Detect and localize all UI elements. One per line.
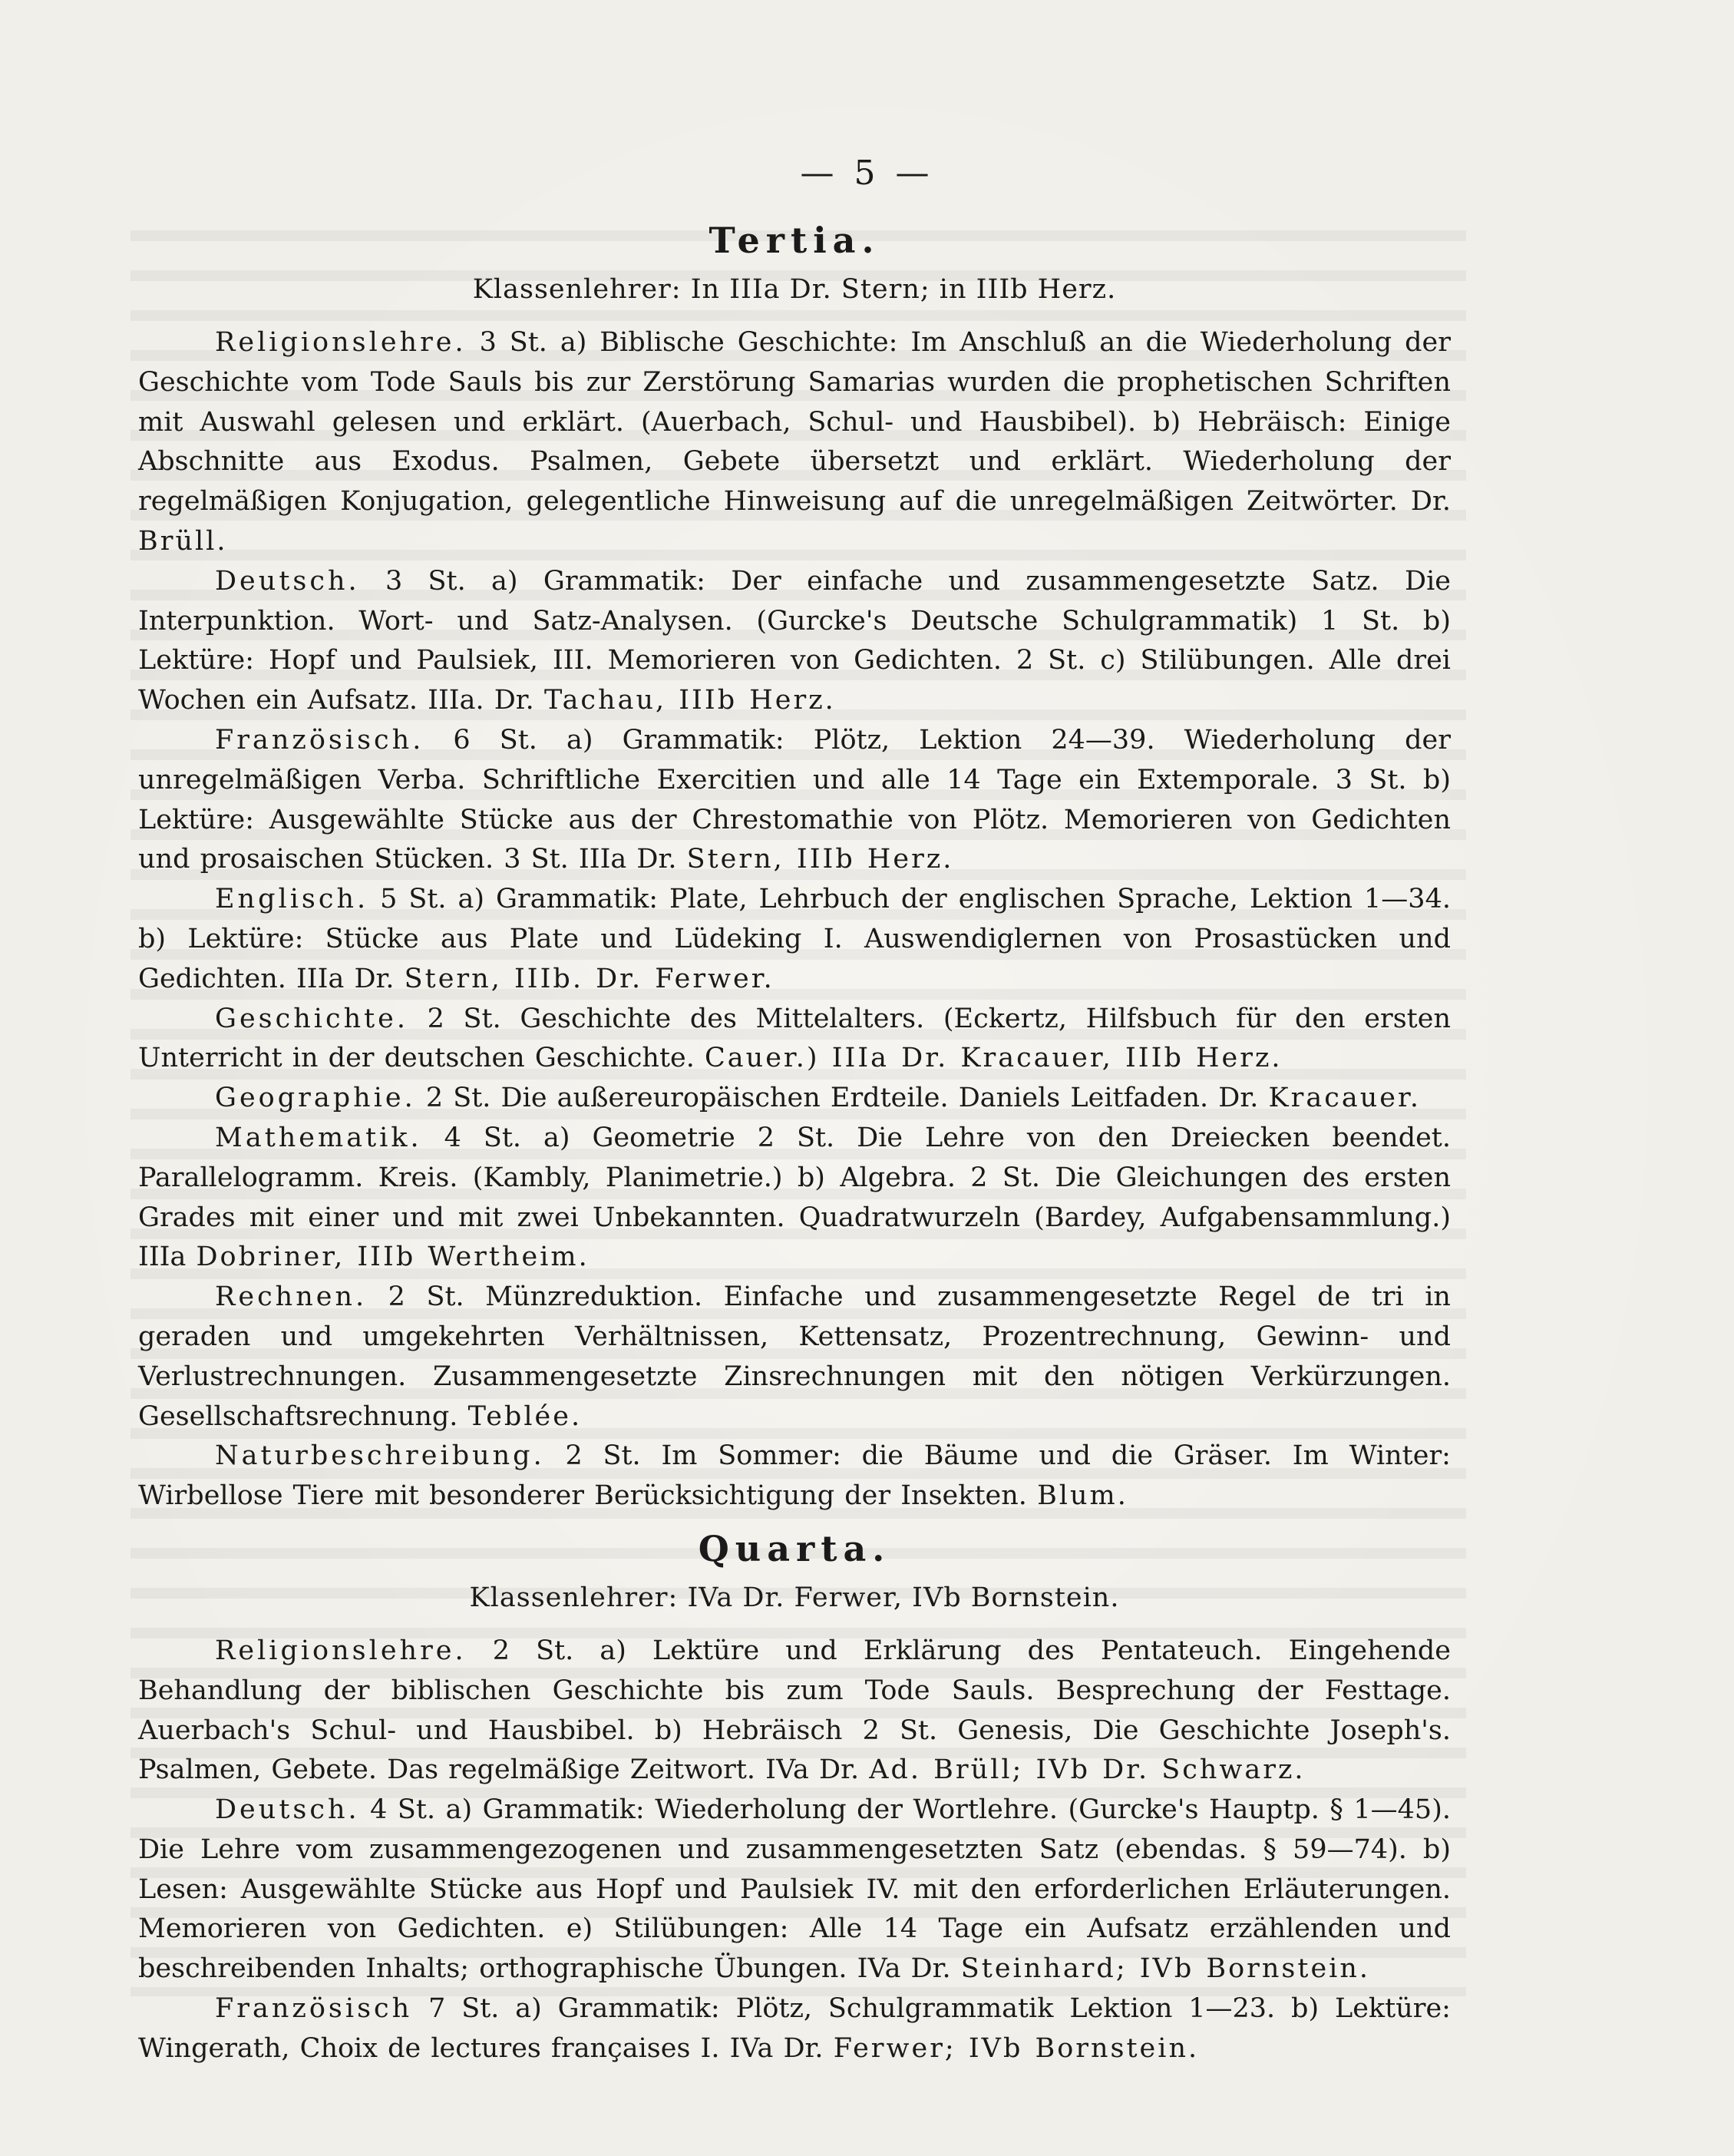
subject-teacher: Teblée. bbox=[467, 1400, 583, 1432]
section-title-quarta: Quarta. bbox=[698, 1527, 891, 1569]
subject-name: Deutsch. bbox=[215, 1794, 360, 1826]
subject-teacher: Stern, IIIb. Dr. Ferwer. bbox=[404, 963, 775, 994]
class-teachers-tertia: Klassenlehrer: In IIIa Dr. Stern; in IIIb Herz. bbox=[472, 274, 1117, 305]
subject-name: Geschichte. bbox=[215, 1003, 409, 1034]
subject-teacher: Cauer.) IIIa Dr. Kracauer, IIIb Herz. bbox=[705, 1043, 1283, 1074]
subject-name: Rechnen. bbox=[215, 1281, 368, 1313]
page-content bbox=[138, 219, 1451, 2069]
subject-text: 7 St. a) Grammatik: Plötz, Schulgrammatik Lektion 1—23. b) Lektüre: Wingerath, Choix de lectures françaises I. IVa Dr. bbox=[138, 1993, 1451, 2064]
subject-teacher: Steinhard; IVb Bornstein. bbox=[960, 1953, 1371, 1985]
subject-text: 3 St. a) Grammatik: Der einfache und zusammengesetzte Satz. Die Interpunktion. Wort- und Satz-Analysen. (Gurcke's Deutsche Schulgrammatik) 1 St. b) Lektüre: Hopf und Paulsiek, III. Memorieren von Gedichten. 2 St. c) Stilübungen. Alle drei Wochen ein Aufsatz. IIIa. Dr. bbox=[138, 565, 1451, 716]
subject-name: Französisch bbox=[215, 1993, 413, 2025]
subject-teacher: Ferwer; IVb Bornstein. bbox=[833, 2032, 1200, 2064]
subject-name: Geographie. bbox=[215, 1083, 416, 1114]
subject-text: 5 St. a) Grammatik: Plate, Lehrbuch der englischen Sprache, Lektion 1—34. b) Lektüre: Stücke aus Plate und Lüdeking I. Auswendiglernen von Prosastücken und Gedichten. IIIa Dr. bbox=[138, 884, 1451, 994]
subject-text: 2 St. a) Lektüre und Erklärung des Pentateuch. Eingehende Behandlung der biblischen Geschichte bis zum Tode Sauls. Besprechung der Festtage. Auerbach's Schul- und Hausbibel. b) Hebräisch 2 St. Genesis, Die Geschichte Joseph's. Psalmen, Gebete. Das regelmäßige Zeitwort. IVa Dr. bbox=[138, 1635, 1451, 1786]
subject-tertia-geographie bbox=[138, 1079, 1451, 1119]
subject-quarta-deutsch bbox=[138, 1791, 1451, 1989]
subject-teacher: Brüll. bbox=[138, 525, 228, 557]
subject-teacher: Ad. Brüll; IVb Dr. Schwarz. bbox=[869, 1754, 1306, 1786]
subject-name: Deutsch. bbox=[215, 565, 360, 597]
subject-text: 3 St. a) Biblische Geschichte: Im Anschluß an die Wiederholung der Geschichte vom Tode Sauls bis zur Zerstörung Samarias wurden die prophetischen Schriften mit Auswahl gelesen und erklärt. (Auerbach, Schul- und Hausbibel). b) Hebräisch: Einige Abschnitte aus Exodus. Psalmen, Gebete übersetzt und erklärt. Wiederholung der regelmäßigen Konjugation, gelegentliche Hinweisung auf die unregelmäßigen Zeitwörter. Dr. bbox=[138, 327, 1451, 518]
subject-teacher: Kracauer. bbox=[1268, 1083, 1422, 1114]
subject-tertia-englisch bbox=[138, 880, 1451, 999]
subject-tertia-geschichte bbox=[138, 1000, 1451, 1080]
subject-text: 2 St. Die außereuropäischen Erdteile. Daniels Leitfaden. Dr. bbox=[425, 1083, 1259, 1114]
subject-text: 6 St. a) Grammatik: Plötz, Lektion 24—39. Wiederholung der unregelmäßigen Verba. Schriftliche Exercitien und alle 14 Tage ein Extemporale. 3 St. b) Lektüre: Ausgewählte Stücke aus der Chrestomathie von Plötz. Memorieren von Gedichten und prosaischen Stücken. 3 St. IIIa Dr. bbox=[138, 724, 1451, 875]
subject-text: 4 St. a) Geometrie 2 St. Die Lehre von den Dreiecken beendet. Parallelogramm. Kreis. (Kambly, Planimetrie.) b) Algebra. 2 St. Die Gleichungen des ersten Grades mit einer und mit zwei Unbekannten. Quadratwurzeln (Bardey, Aufgabensammlung.) IIIa bbox=[138, 1122, 1451, 1273]
subject-tertia-franzoesisch bbox=[138, 721, 1451, 880]
subject-tertia-deutsch bbox=[138, 562, 1451, 721]
subject-tertia-rechnen bbox=[138, 1278, 1451, 1437]
subject-quarta-religion bbox=[138, 1632, 1451, 1791]
subject-text: 2 St. Im Sommer: die Bäume und die Gräser. Im Winter: Wirbellose Tiere mit besonderer Berücksichtigung der Insekten. bbox=[138, 1440, 1451, 1512]
subject-text: 4 St. a) Grammatik: Wiederholung der Wortlehre. (Gurcke's Hauptp. § 1—45). Die Lehre vom zusammengezogenen und zusammengesetzten Satz (ebendas. § 59—74). b) Lesen: Ausgewählte Stücke aus Hopf und Paulsiek IV. mit den erforderlichen Erläuterungen. Memorieren von Gedichten. e) Stilübungen: Alle 14 Tage ein Aufsatz erzählenden und beschreibenden Inhalts; orthographische Übungen. IVa Dr. bbox=[138, 1794, 1451, 1985]
subject-tertia-naturbeschreibung bbox=[138, 1437, 1451, 1516]
subject-text: 2 St. Geschichte des Mittelalters. (Eckertz, Hilfsbuch für den ersten Unterricht in der deutschen Geschichte. bbox=[138, 1003, 1451, 1074]
subject-teacher: Blum. bbox=[1037, 1480, 1128, 1512]
subject-name: Englisch. bbox=[215, 884, 369, 915]
subject-name: Religionslehre. bbox=[215, 1635, 467, 1666]
subject-name: Mathematik. bbox=[215, 1122, 422, 1153]
subject-tertia-religion bbox=[138, 323, 1451, 562]
subject-quarta-franzoesisch bbox=[138, 1989, 1451, 2069]
page-number: — 5 — bbox=[800, 154, 934, 193]
subject-name: Französisch. bbox=[215, 724, 424, 756]
subject-teacher: Stern, IIIb Herz. bbox=[686, 844, 954, 875]
subject-teacher: Dobriner, IIIb Wertheim. bbox=[196, 1242, 590, 1273]
subject-teacher: Tachau, IIIb Herz. bbox=[543, 685, 836, 716]
subject-tertia-mathematik bbox=[138, 1119, 1451, 1278]
subject-text: 2 St. Münzreduktion. Einfache und zusammengesetzte Regel de tri in geraden und umgekehrten Verhältnissen, Kettensatz, Prozentrechnung, Gewinn- und Verlustrechnungen. Zusammengesetzte Zinsrechnungen mit den nötigen Verkürzungen. Gesellschaftsrechnung. bbox=[138, 1281, 1451, 1432]
subject-name: Naturbeschreibung. bbox=[215, 1440, 545, 1472]
subject-name: Religionslehre. bbox=[215, 327, 467, 358]
section-title-tertia: Tertia. bbox=[708, 220, 880, 261]
class-teachers-quarta: Klassenlehrer: IVa Dr. Ferwer, IVb Bornstein. bbox=[469, 1582, 1120, 1613]
